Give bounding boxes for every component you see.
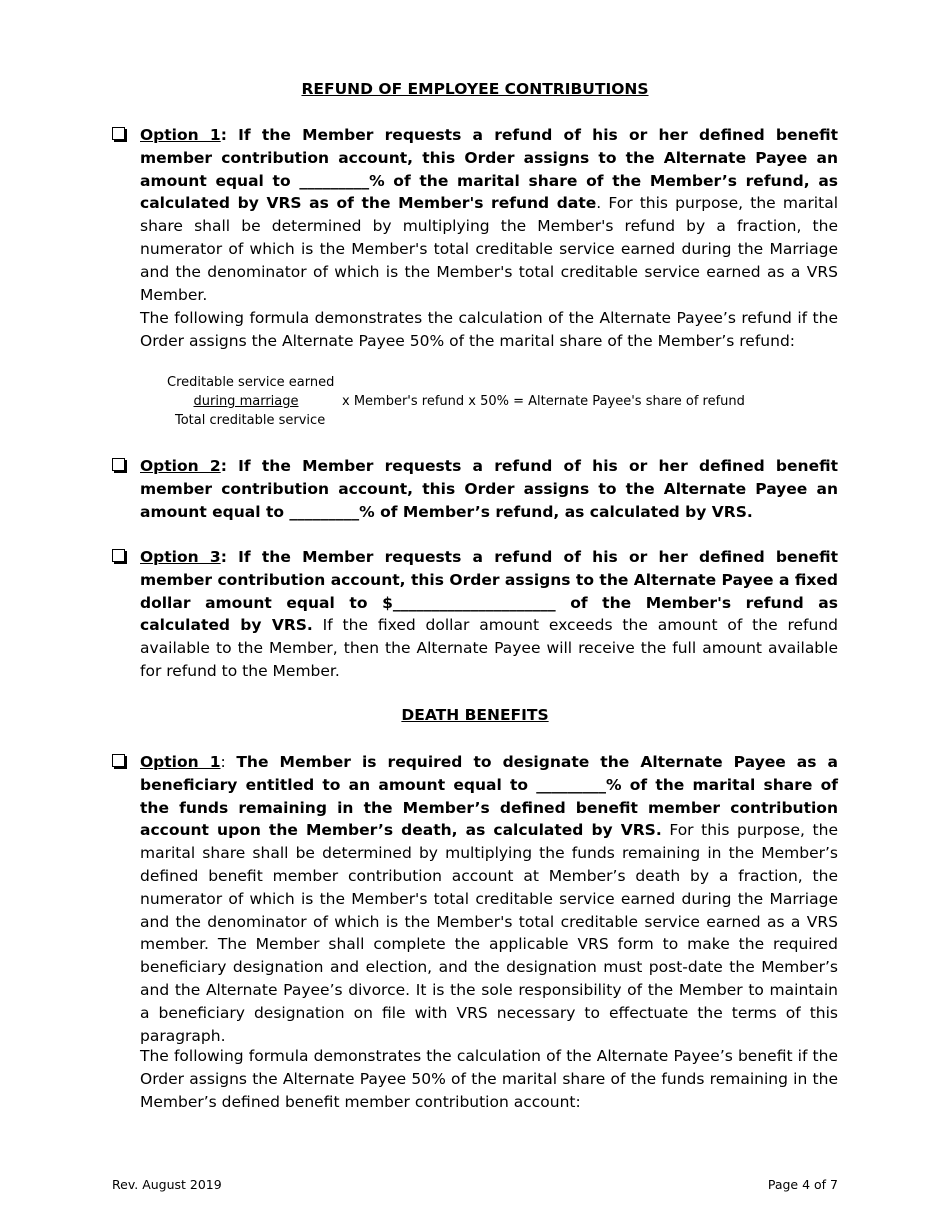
refund-option1: [140, 124, 838, 306]
refund-option3-label: Option 3: [140, 548, 221, 566]
death-formula-intro-text: The following formula demonstrates the calculation of the Alternate Payee’s benefit if the Order assigns the Alternate Payee 50% of the marital share of the funds remaining in the Member’s defined benefit member contribution account:: [140, 1047, 838, 1111]
refund-option3-checkbox[interactable]: [112, 549, 125, 562]
refund-heading: REFUND OF EMPLOYEE CONTRIBUTIONS: [301, 80, 649, 98]
refund-option1-normal-text: . For this purpose, the marital share shall be determined by multiplying the Member's refund by a fraction, the numerator of which is the Member's total creditable service earned during the Marriage and the denominator of which is the Member's total creditable service earned as a VRS Member.: [140, 194, 839, 304]
refund-option3-colon: :: [220, 548, 239, 566]
refund-formula-intro: [140, 307, 838, 353]
death-option1-label: Option 1: [140, 753, 221, 771]
death-option1-bold-text: The Member is required to designate the Alternate Payee as a beneficiary entitled to an amount equal to _________% of the marital share of the funds remaining in the Member’s defined benefit member contribution account upon the Member’s death, as calculated by VRS.: [140, 753, 839, 840]
refund-option1-checkbox[interactable]: [112, 127, 125, 140]
refund-option1-bold-text: If the Member requests a refund of his or her defined benefit member contribution account, this Order assigns to the Alternate Payee an amount equal to _________% of the marital share of the Member’s refund, as calculated by VRS as of the Member's refund date: [140, 126, 838, 213]
refund-formula-intro-text: The following formula demonstrates the calculation of the Alternate Payee’s refund if the Order assigns the Alternate Payee 50% of the marital share of the Member’s refund:: [140, 309, 838, 350]
refund-option1-colon: :: [220, 126, 239, 144]
footer-page-number: Page 4 of 7: [767, 1177, 838, 1192]
death-option1-checkbox[interactable]: [112, 754, 125, 767]
refund-option3-normal-text: If the fixed dollar amount exceeds the amount of the refund available to the Member, then the Alternate Payee will receive the full amount available for refund to the Member.: [140, 616, 838, 680]
formula-expression: x Member's refund x 50% = Alternate Payee's share of refund: [342, 394, 745, 409]
formula-numerator-line2: during marriage: [193, 394, 299, 409]
death-heading: DEATH BENEFITS: [401, 706, 549, 724]
death-option1-colon: :: [220, 753, 237, 771]
refund-option1-label: Option 1: [140, 126, 221, 144]
formula-numerator-line1: Creditable service earned: [167, 375, 335, 390]
death-option1-normal-text: For this purpose, the marital share shall be determined by multiplying the funds remaining in the Member’s defined benefit member contribution account at Member’s death by a fraction, the numerator of which is the Member's total creditable service earned during the Marriage and the denominator of which is the Member's total creditable service earned as a VRS member. The Member shall complete the applicable VRS form to make the required beneficiary designation and election, and the designation must post-date the Member’s and the Alternate Payee’s divorce. It is the sole responsibility of the Member to maintain a beneficiary designation on file with VRS necessary to effectuate the terms of this paragraph.: [140, 821, 838, 1045]
refund-option3-bold-text: If the Member requests a refund of his or her defined benefit member contribution account, this Order assigns to the Alternate Payee a fixed dollar amount equal to $_____________________ of the Member's refund as calculated by VRS.: [140, 548, 838, 635]
refund-option2-label: Option 2: [140, 457, 221, 475]
death-formula-intro: [140, 1045, 838, 1113]
refund-option3: [140, 546, 838, 683]
refund-option2-bold-text: If the Member requests a refund of his or her defined benefit member contribution account, this Order assigns to the Alternate Payee an amount equal to _________% of Member’s refund, as calculated by VRS.: [140, 457, 838, 521]
refund-option2-checkbox[interactable]: [112, 458, 125, 471]
refund-option2: [140, 455, 838, 523]
formula-denominator: Total creditable service: [175, 413, 326, 428]
death-option1: [140, 751, 838, 1047]
footer-revision: Rev. August 2019: [112, 1177, 222, 1192]
refund-option2-colon: :: [220, 457, 239, 475]
